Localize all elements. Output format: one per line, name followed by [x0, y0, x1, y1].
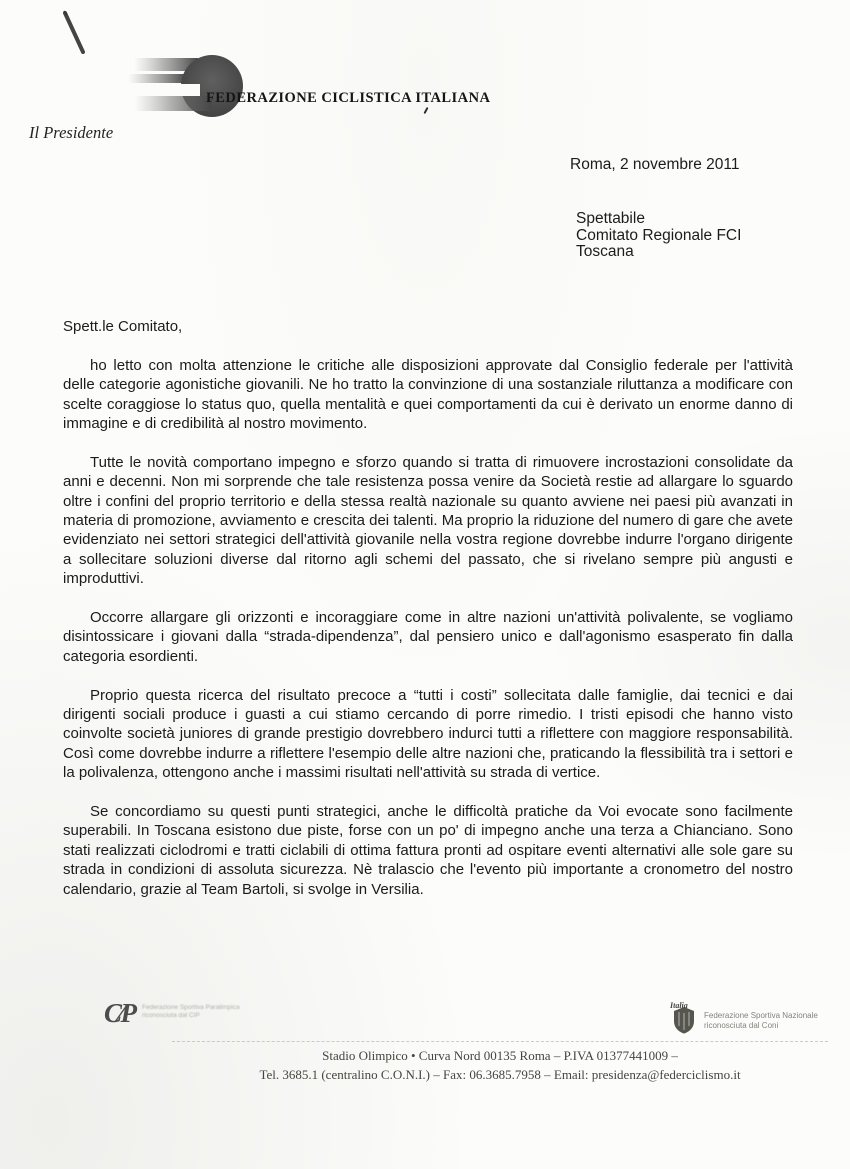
body-paragraph-5: Se concordiamo su questi punti strategici, anche le difficoltà pratiche da Voi evocate sono facilmente superabili. In Toscana esistono due piste, forse con un po' di impegno anche una terza a Chianciano. Sono stati realizzati ciclodromi e tratti ciclabili di ottima fattura pronti ad ospitare eventi alternativi alle sole gare su strada in condizioni di assoluta sicurezza. Nè tralascio che l'evento più importante a cronometro del nostro calendario, grazie al Team Bartoli, si svolge in Versilia. [63, 803, 793, 898]
coni-caption-line-2: riconosciuta dal Coni [704, 1020, 779, 1030]
coni-caption-line-1: Federazione Sportiva Nazionale [704, 1011, 818, 1020]
scan-tick-artifact [423, 107, 428, 114]
coni-italia-label: Italia [670, 1001, 688, 1010]
pen-mark [54, 6, 98, 60]
coni-shield-icon [670, 1001, 698, 1035]
body-paragraph-1: ho letto con molta attenzione le critiche alle disposizioni approvate dal Consiglio federale per l'attività delle categorie agonistiche giovanili. Ne ho tratto la convinzione di una sostanziale riluttanza a modificare con scelte coraggiose lo status quo, quella mentalità e quei comportamenti da cui è derivato un enorme danno di immagine e di credibilità al nostro movimento. [63, 356, 793, 433]
letter-body [63, 317, 793, 899]
recipient-line-2: Comitato Regionale FCI [576, 226, 742, 244]
cip-caption-line-1: Federazione Sportiva Paralimpica [142, 1004, 240, 1011]
org-name: FEDERAZIONE CICLISTICA ITALIANA [206, 90, 491, 106]
cip-caption [142, 1004, 240, 1019]
recipient-line-3: Toscana [576, 243, 634, 260]
recipient-line-1: Spettabile [576, 210, 645, 227]
dateline: Roma, 2 novembre 2011 [570, 156, 740, 173]
coni-logo [670, 1001, 818, 1035]
footer-divider [172, 1041, 828, 1042]
body-paragraph-2: Tutte le novità comportano impegno e sforzo quando si tratta di rimuovere incrostazioni consolidate da anni e decenni. Non mi sorprende che tale resistenza possa venire da Società restie ad allargare lo sguardo oltre i confini del proprio territorio e della stessa realtà nazionale su quanto avviene nei paesi più avanzati in materia di promozione, avviamento e crescita dei talenti. Ma proprio la riduzione del numero di gare che avete evidenziato nei settori strategici dell'attività giovanile nella vostra regione dovrebbe indurre l'organo dirigente a sollecitare soluzioni diverse dal ritorno agli schemi del passato, che si rivelano sempre più angusti e improduttivi. [63, 453, 793, 588]
coni-caption [704, 1011, 818, 1030]
footer-contact-line: Tel. 3685.1 (centralino C.O.N.I.) – Fax: 06.3685.7958 – Email: presidenza@federciclismo.it [259, 1067, 741, 1082]
body-paragraph-3: Occorre allargare gli orizzonti e incoraggiare come in altre nazioni un'attività polivalente, se vogliamo disintossicare i giovani dalla “strada-dipendenza”, dal pensiero unico e dall'agonismo esasperato fin dalla categoria esordienti. [63, 609, 793, 665]
fci-logo [120, 50, 244, 126]
cip-caption-line-2: riconosciuta dal CIP [142, 1011, 200, 1019]
footer-text [150, 1046, 850, 1084]
body-paragraph-4: Proprio questa ricerca del risultato precoce a “tutti i costi” sollecitata dalle famiglie, dai tecnici e dai dirigenti sociali produce i guasti a cui stiamo cercando di porre rimedio. I tristi episodi che hanno visto coinvolte società juniores di grande prestigio dovrebbero indurci tutti a riflettere con maggiore responsabilità. Così come dovrebbe indurre a riflettere l'esempio delle altre nazioni che, praticando la flessibilità tra i settori e la polivalenza, ottengono anche i massimi risultati nell'attività su strada di vertice. [63, 686, 793, 782]
recipient-block [576, 211, 741, 261]
cip-monogram-icon: C⁄P [104, 998, 135, 1028]
salutation: Spett.le Comitato, [63, 318, 183, 335]
footer-address-line: Stadio Olimpico • Curva Nord 00135 Roma – P.IVA 01377441009 – [322, 1048, 678, 1063]
sender-title: Il Presidente [29, 123, 114, 142]
cip-logo [104, 1000, 240, 1026]
